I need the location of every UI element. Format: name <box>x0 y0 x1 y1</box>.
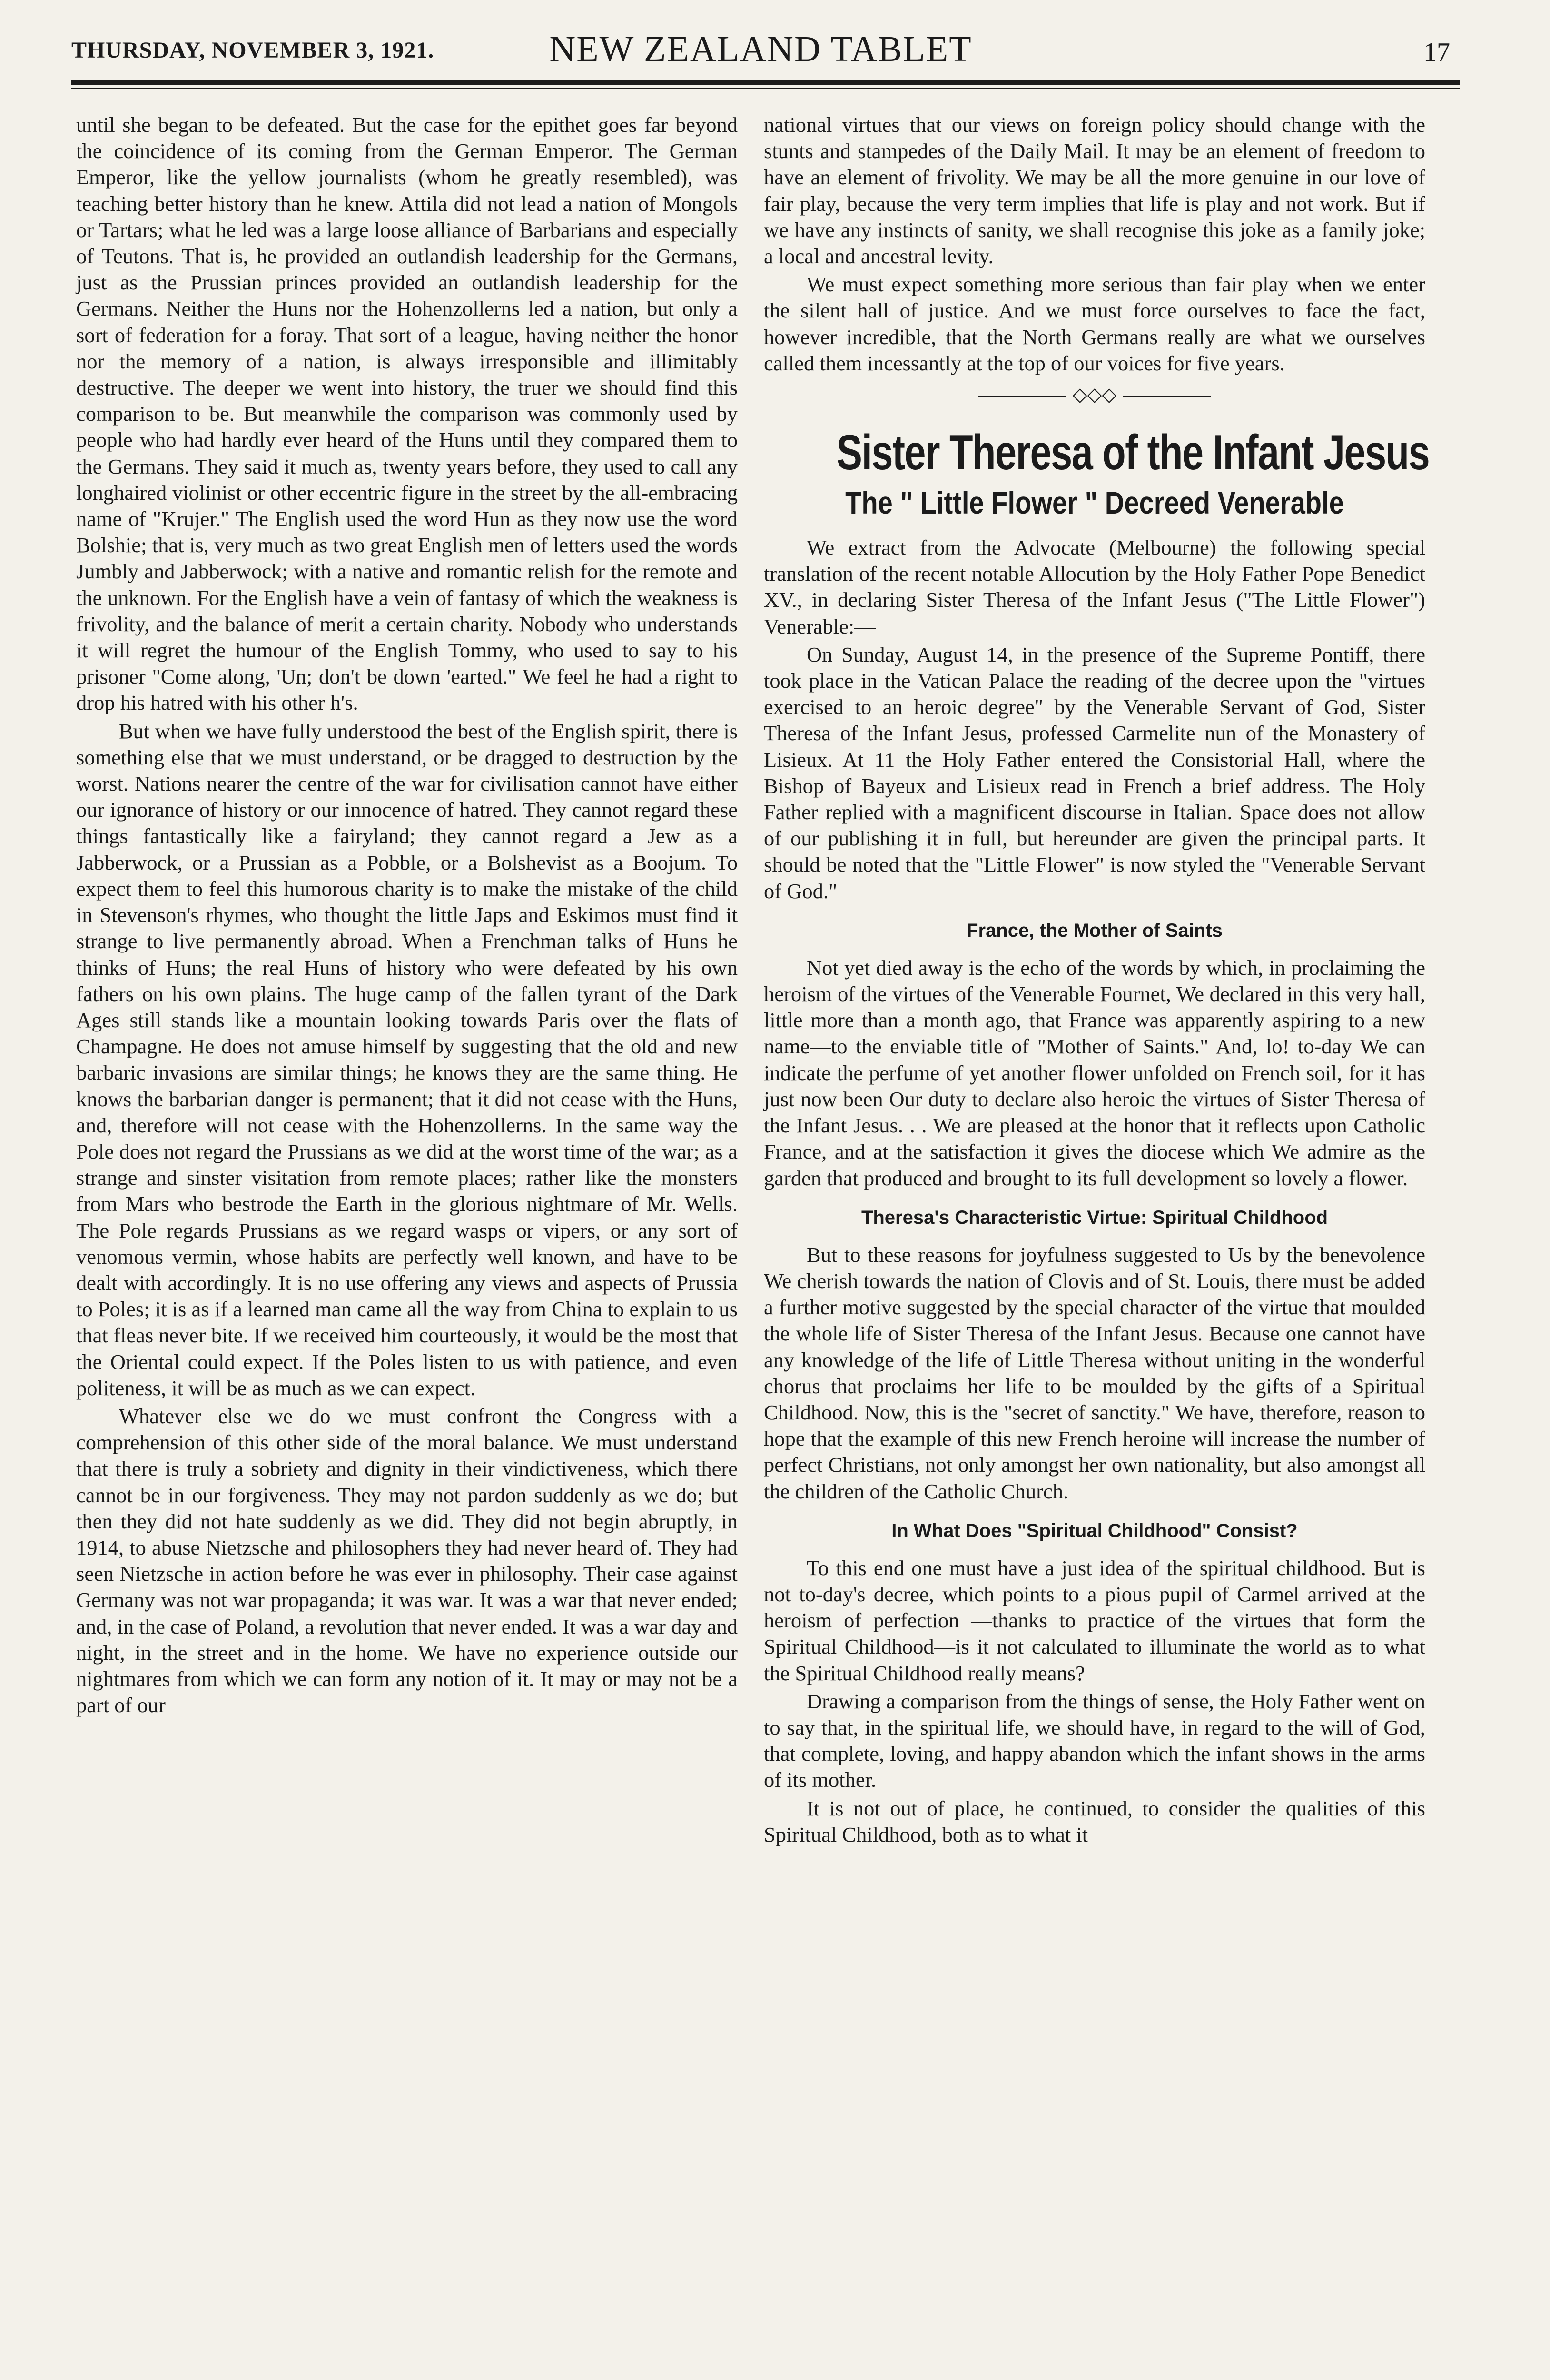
issue-date: THURSDAY, NOVEMBER 3, 1921. <box>71 38 434 63</box>
section-consist-paragraph-3: It is not out of place, he continued, to consider the qualities of this Spiritual Childhood, both as to what it <box>764 1796 1425 1846</box>
section-childhood-paragraph: But to these reasons for joyfulness suggested to Us by the benevolence We cherish towards the nation of Clovis and of St. Louis, there must be added a further motive suggested by the special character of the virtue that moulded the whole life of Sister Theresa of the Infant Jesus. Because one cannot have any knowledge of the life of Little Theresa without uniting in the wonderful chorus that proclaims her life to be moulded by the gifts of a Spiritual Childhood. Now, this is the "secret of sanctity." We have, therefore, reason to hope that the example of this new French heroine will increase the number of perfect Christians, not only amongst her own nationality, but also amongst all the children of the Catholic Church. <box>764 1242 1425 1503</box>
divider-ornament: ◇◇◇ <box>1066 384 1123 405</box>
right-column <box>764 112 1430 1848</box>
section-heading-consist: In What Does "Spiritual Childhood" Consist? <box>891 1520 1298 1541</box>
left-paragraph-2: But when we have fully understood the best of the English spirit, there is something else that we must understand, or be dragged to destruction by the worst. Nations nearer the centre of the war for civilisation cannot have either our ignorance of history or our innocence of hatred. They cannot regard these things fantastically like a fairyland; they cannot regard a Jew as a Jabberwock, or a Prussian as a Pobble, or a Bolshevist as a Boojum. To expect them to feel this humorous charity is to make the mistake of the child in Stevenson's rhymes, who thought the little Japs and Eskimos must find it strange to live permanently abroad. When a Frenchman talks of Huns he thinks of Huns; the real Huns of history who were defeated by his own fathers on his own plains. The huge camp of the fallen tyrant of the Dark Ages still stands like a mountain looking towards Paris over the flats of Champagne. He does not amuse himself by suggesting that the old and new barbaric invasions are similar things; he knows they are the same thing. He knows the barbarian danger is permanent; that it did not cease with the Huns, and, therefore will not cease with the Hohenzollerns. In the same way the Pole does not regard the Prussians as we did at the worst time of the war; as a strange and sinster visitation from remote places; rather like the monsters from Mars who bestrode the Earth in the glorious nightmare of Mr. Wells. The Pole regards Prussians as we regard wasps or vipers, or any sort of venomous vermin, whose habits are perfectly well known, and have to be dealt with accordingly. It is no use offering any views and aspects of Prussia to Poles; it is as if a learned man came all the way from China to explain to us that fleas never bite. If we received him courteously, it would be the most that the Oriental could expect. If the Poles listen to us with patience, and even politeness, it will be as much as we can expect. <box>76 719 738 1400</box>
masthead <box>71 29 1450 81</box>
left-column <box>76 112 738 1718</box>
section-heading-childhood: Theresa's Characteristic Virtue: Spiritual Childhood <box>861 1207 1328 1228</box>
left-paragraph-1: until she began to be defeated. But the case for the epithet goes far beyond the coincidence of its coming from the German Emperor. The German Emperor, like the yellow journalists (whom he greatly resembled), was teaching better history than he knew. Attila did not lead a nation of Mongols or Tartars; what he led was a large loose alliance of Barbarians and especially of Teutons. That is, he provided an outlandish leadership for the Germans, just as the Prussian princes provided an outlandish leadership for the Germans. Neither the Huns nor the Hohenzollerns led a nation, but only a sort of federation for a foray. That sort of a league, having neither the honor nor the memory of a nation, is always irresponsible and illimitably destructive. The deeper we went into history, the truer we should find this comparison to be. But meanwhile the comparison was commonly used by people who had hardly ever heard of the Huns until they compared them to the Germans. They said it much as, twenty years before, they used to call any longhaired violinist or other eccentric figure in the street by the all-embracing name of "Krujer." The English used the word Hun as they now use the word Bolshie; that is, very much as two great English men of letters used the words Jumbly and Jabberwock; with a native and romantic relish for the remote and the unknown. For the English have a vein of fantasy of which the weakness is frivolity, and the balance of merit a certain charity. Nobody who understands it will regret the humour of the English Tommy, who used to say to his prisoner "Come along, 'Un; don't be down 'earted." We feel he had a right to drop his hatred with his other h's. <box>76 113 738 715</box>
section-consist-paragraph-1: To this end one must have a just idea of the spiritual childhood. But is not to-day's decree, which points to a pious pupil of Carmel arrived at the heroism of perfection —thanks to practice of the virtues that form the Spiritual Childhood—is it not calculated to illuminate the world as to what the Spiritual Childhood really means? <box>764 1556 1425 1685</box>
left-paragraph-3: Whatever else we do we must confront the Congress with a comprehension of this other side of the moral balance. We must understand that there is truly a sobriety and dignity in their vindictiveness, which there cannot be in our forgiveness. They may not pardon suddenly as we do; but then they did not hate suddenly as we did. They did not begin abruptly, in 1914, to abuse Nietzsche and philosophers they had never heard of. They had seen Nietzsche in action before he was ever in philosophy. Their case against Germany was not war propaganda; it was war. It was a war that never ended; and, in the case of Poland, a revolution that never ended. It was a war day and night, in the street and in the home. We have no experience outside our nightmares from which we can form any notion of it. It may or may not be a part of our <box>76 1404 738 1717</box>
article-headline: Sister Theresa of the Infant Jesus <box>836 425 1430 481</box>
article-subheadline: The " Little Flower " Decreed Venerable <box>845 485 1344 521</box>
article-intro-2: On Sunday, August 14, in the presence of the Supreme Pontiff, there took place in the Vatican Palace the reading of the decree upon the "virtues exercised to an heroic degree" by the Venerable Servant of God, Sister Theresa of the Infant Jesus, professed Carmelite nun of the Monastery of Lisieux. At 11 the Holy Father entered the Consistorial Hall, where the Bishop of Bayeux and Lisieux read in French a brief address. The Holy Father replied with a magnificent discourse in Italian. Space does not allow of our publishing it in full, but hereunder are given the principal parts. It should be noted that the "Little Flower" is now styled the "Venerable Servant of God." <box>764 642 1425 903</box>
masthead-rule <box>71 80 1460 85</box>
article-intro-1: We extract from the Advocate (Melbourne) the following special translation of the recent notable Allocution by the Holy Father Pope Benedict XV., in declaring Sister Theresa of the Infant Jesus ("The Little Flower") Venerable:— <box>764 536 1425 638</box>
section-divider <box>764 377 1425 419</box>
section-france-paragraph: Not yet died away is the echo of the words by which, in proclaiming the heroism of the virtues of the Venerable Fournet, We declared in this very hall, little more than a month ago, that France was apparently aspiring to a new name—to the enviable title of "Mother of Saints." And, lo! to-day We can indicate the perfume of yet another flower unfolded on French soil, for it has just now been Our duty to declare also heroic the virtues of Sister Theresa of the Infant Jesus. . . We are pleased at the honor that it reflects upon Catholic France, and at the satisfaction it gives the diocese which We admire as the garden that produced and brought to its full development so lovely a flower. <box>764 955 1425 1190</box>
section-consist-paragraph-2: Drawing a comparison from the things of sense, the Holy Father went on to say that, in the spiritual life, we should have, in regard to the will of God, that complete, loving, and happy abandon which the infant shows in the arms of its mother. <box>764 1689 1425 1792</box>
masthead-rule-thin <box>71 88 1460 89</box>
section-heading-france: France, the Mother of Saints <box>967 920 1223 941</box>
right-paragraph-2: We must expect something more serious than fair play when we enter the silent hall of justice. And we must force ourselves to face the fact, however incredible, that the North Germans really are what we ourselves called them incessantly at the top of our voices for five years. <box>764 272 1425 375</box>
page-number: 17 <box>1423 38 1450 67</box>
newspaper-title: NEW ZEALAND TABLET <box>549 29 972 69</box>
right-paragraph-1: national virtues that our views on foreign policy should change with the stunts and stampedes of the Daily Mail. It may be an element of freedom to have an element of frivolity. We may be all the more genuine in our love of fair play, because the very term implies that life is play and not work. But if we have any instincts of sanity, we shall recognise this joke as a family joke; a local and ancestral levity. <box>764 113 1425 268</box>
